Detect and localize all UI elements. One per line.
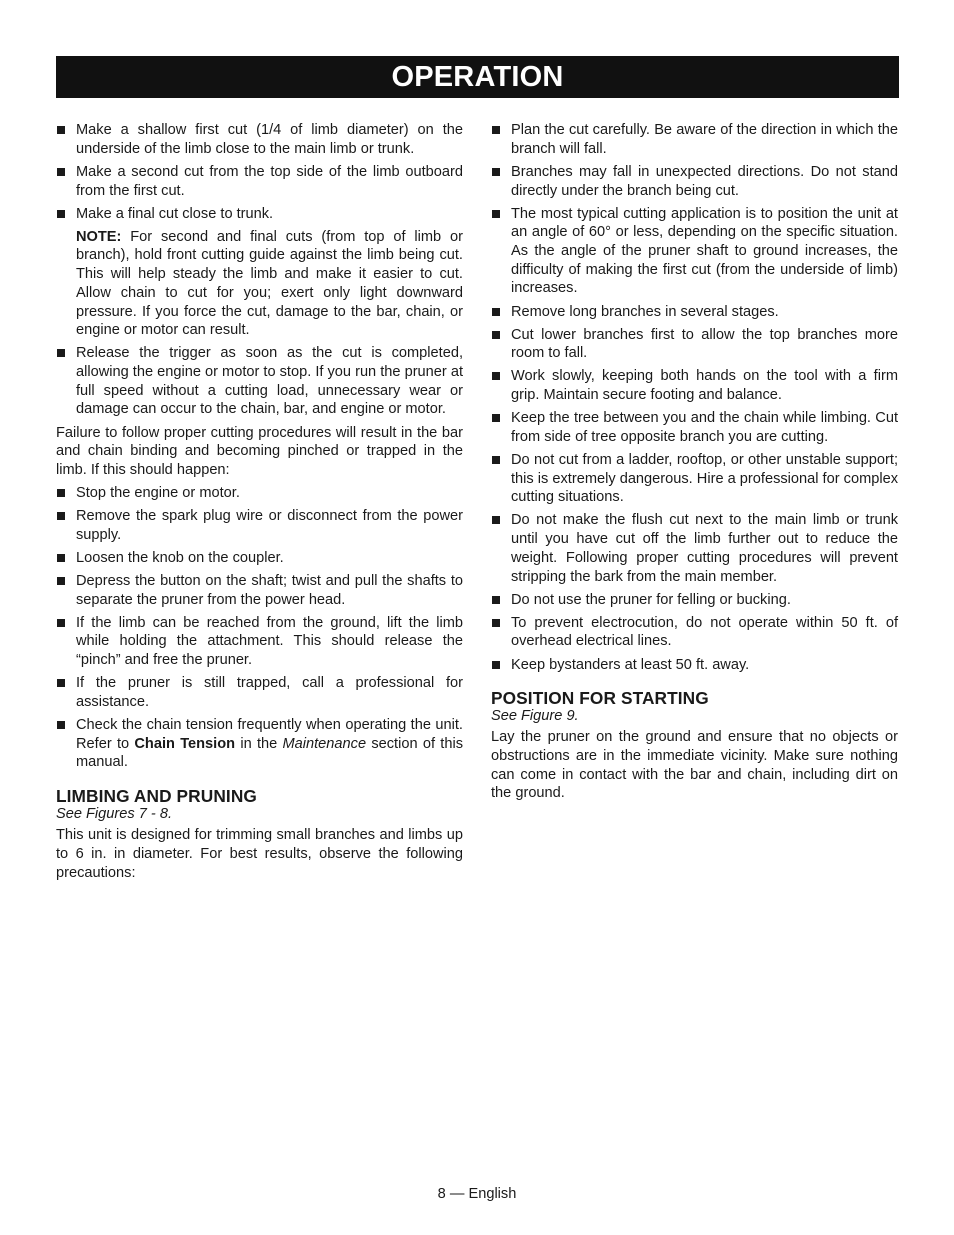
list-item: If the pruner is still trapped, call a professional for assistance. <box>56 674 463 711</box>
list-item: Keep bystanders at least 50 ft. away. <box>491 656 898 675</box>
list-item: If the limb can be reached from the ground, lift the limb while holding the attachment. This should release the “pinch” and free the pruner. <box>56 614 463 670</box>
position-paragraph: Lay the pruner on the ground and ensure that no objects or obstructions are in the immediate vicinity. Make sure nothing can come in contact with the bar and chain, including dirt on the ground. <box>491 729 898 802</box>
page-title: OPERATION <box>391 61 564 93</box>
list-item: Remove long branches in several stages. <box>491 303 898 322</box>
bullet-square-icon <box>57 489 65 497</box>
list-item: Make a second cut from the top side of the limb outboard from the first cut. <box>56 163 463 200</box>
list-item: Cut lower branches first to allow the top branches more room to fall. <box>491 326 898 363</box>
list-item: Plan the cut carefully. Be aware of the direction in which the branch will fall. <box>491 121 898 158</box>
note-label: NOTE: <box>76 228 122 245</box>
limbing-paragraph: This unit is designed for trimming small branches and limbs up to 6 in. in diameter. For best results, observe the following precautions: <box>56 827 463 881</box>
bullet-square-icon <box>57 721 65 729</box>
bullet-square-icon <box>57 577 65 585</box>
bullet-square-icon <box>492 331 500 339</box>
bullet-square-icon <box>492 308 500 316</box>
list-item: Make a final cut close to trunk. <box>56 205 463 224</box>
bullet-square-icon <box>57 126 65 134</box>
list-item: Do not use the pruner for felling or bucking. <box>491 591 898 610</box>
list-item: Work slowly, keeping both hands on the tool with a firm grip. Maintain secure footing and balance. <box>491 367 898 404</box>
bullet-square-icon <box>492 126 500 134</box>
failure-paragraph: Failure to follow proper cutting procedures will result in the bar and chain binding and becoming pinched or trapped in the limb. If this should happen: <box>56 424 463 478</box>
list-item: Depress the button on the shaft; twist and pull the shafts to separate the pruner from the power head. <box>56 572 463 609</box>
list-item: Do not make the flush cut next to the main limb or trunk until you have cut off the limb further out to reduce the weight. Following proper cutting procedures will prevent stripping the bark from the main member. <box>491 511 898 586</box>
section-heading-limbing: LIMBING AND PRUNING <box>56 786 257 807</box>
bullet-square-icon <box>57 210 65 218</box>
left-column <box>56 121 463 887</box>
maintenance-reference: Maintenance <box>282 735 367 752</box>
list-item: Make a shallow first cut (1/4 of limb diameter) on the underside of the limb close to the main limb or trunk. <box>56 121 463 158</box>
list-item: Keep the tree between you and the chain while limbing. Cut from side of tree opposite branch you are cutting. <box>491 409 898 446</box>
bullet-square-icon <box>57 168 65 176</box>
bullet-square-icon <box>492 168 500 176</box>
chain-tension-reference: Chain Tension <box>134 735 236 752</box>
section-heading-position: POSITION FOR STARTING <box>491 688 709 709</box>
list-item: Do not cut from a ladder, rooftop, or other unstable support; this is extremely dangerous. Hire a professional for complex cutting situations. <box>491 451 898 507</box>
figure-reference: See Figure 9. <box>491 708 579 725</box>
bullet-square-icon <box>57 512 65 520</box>
bullet-square-icon <box>492 456 500 464</box>
bullet-square-icon <box>57 554 65 562</box>
list-item: Remove the spark plug wire or disconnect from the power supply. <box>56 507 463 544</box>
bullet-square-icon <box>492 661 500 669</box>
list-item: Release the trigger as soon as the cut is completed, allowing the engine or motor to stop. If you run the pruner at full speed without a cutting load, unnecessary wear or damage can occur to the chain, bar, and engine or motor. <box>56 344 463 419</box>
page-title-banner <box>56 56 899 98</box>
right-column <box>491 121 898 807</box>
bullet-square-icon <box>492 210 500 218</box>
list-item: Check the chain tension frequently when operating the unit. Refer to Chain Tension in the Maintenance section of this manual. <box>56 716 463 772</box>
bullet-square-icon <box>492 596 500 604</box>
page-footer: 8 — English <box>437 1186 517 1202</box>
list-item: Stop the engine or motor. <box>56 484 463 503</box>
bullet-square-icon <box>492 372 500 380</box>
bullet-square-icon <box>492 414 500 422</box>
bullet-square-icon <box>57 349 65 357</box>
bullet-square-icon <box>57 679 65 687</box>
note-paragraph: NOTE: For second and final cuts (from top of limb or branch), hold front cutting guide against the limb being cut. This will help steady the limb and make it easier to cut. Allow chain to cut for you; exert only light downward pressure. If you force the cut, damage to the bar, chain, or engine or motor can result. <box>76 228 463 339</box>
bullet-square-icon <box>492 516 500 524</box>
list-item: Loosen the knob on the coupler. <box>56 549 463 568</box>
list-item: To prevent electrocution, do not operate within 50 ft. of overhead electrical lines. <box>491 614 898 651</box>
figure-reference: See Figures 7 - 8. <box>56 806 172 823</box>
list-item: The most typical cutting application is to position the unit at an angle of 60° or less, depending on the specific situation. As the angle of the pruner shaft to ground increases, the difficulty of making the first cut (from the underside of limb) increases. <box>491 205 898 299</box>
bullet-square-icon <box>492 619 500 627</box>
list-item: Branches may fall in unexpected directions. Do not stand directly under the branch being cut. <box>491 163 898 200</box>
bullet-square-icon <box>57 619 65 627</box>
